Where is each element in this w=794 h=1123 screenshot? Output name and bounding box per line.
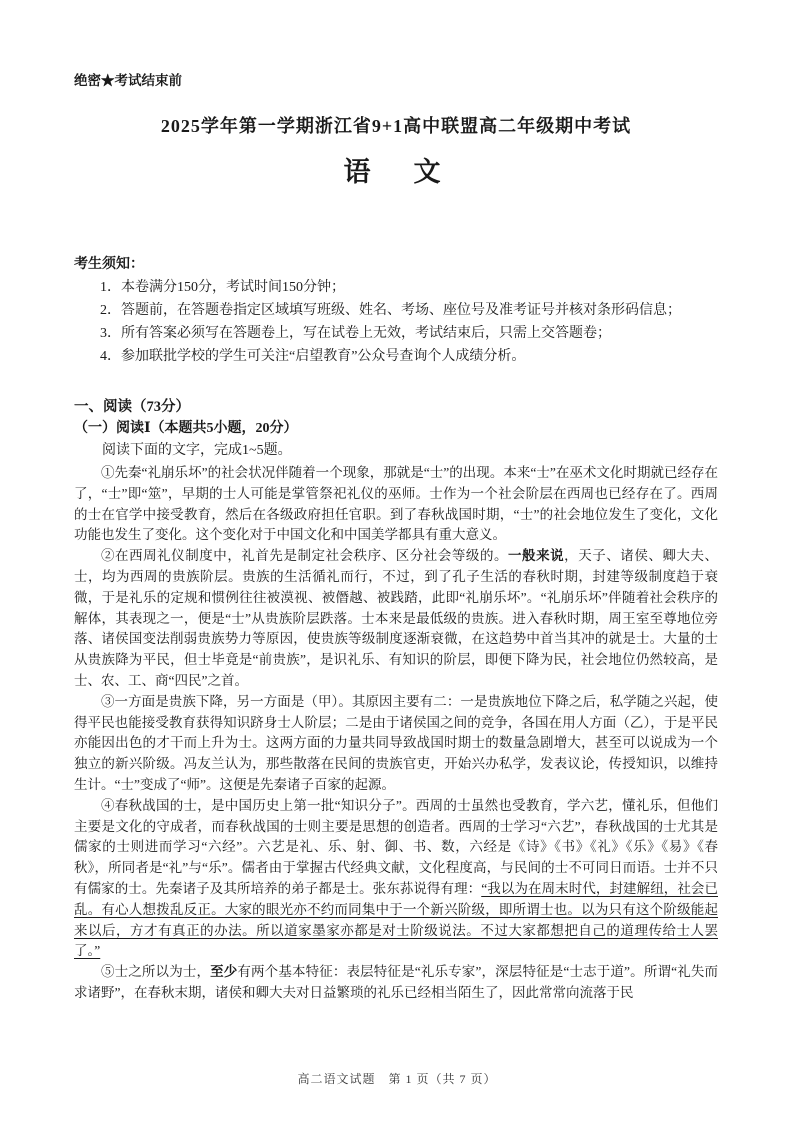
notice-list	[74, 276, 718, 368]
text-segment: ①先秦“礼崩乐坏”的社会状况伴随着一个现象，那就是“士”的出现。本来“士”在巫术文化时期就已经存在了，“士”即“筮”，早期的士人可能是掌管祭祀礼仪的巫师。士作为一个社会阶层在西周也已经存在了。西周的士在官学中接受教育，然后在各级政府担任官职。到了春秋战国时期，“士”的社会地位发生了变化，文化功能也发生了变化。这个变化对于中国文化和中国美学都具有重大意义。	[74, 465, 718, 543]
notice-item: 4．参加联批学校的学生可关注“启望教育”公众号查询个人成绩分析。	[100, 349, 526, 364]
passage-paragraph	[74, 546, 718, 692]
text-segment: 有两个基本特征：表层特征是“礼乐专家”，深层特征是“士志于道”。所谓“礼失而求诸野”，在春秋末期，诸侯和卿大夫对日益繁琐的礼乐已经相当陌生了，因此常常向流落于民	[74, 964, 719, 1000]
exam-title: 2025学年第一学期浙江省9+1高中联盟高二年级期中考试	[160, 116, 632, 136]
notice-item: 2．答题前，在答题卷指定区域填写班级、姓名、考场、座位号及准考证号并核对条形码信息；	[100, 303, 681, 318]
passage-paragraph	[74, 962, 718, 1004]
notice-heading: 考生须知：	[74, 257, 144, 272]
subsection-heading: （一）阅读Ⅰ（本题共5小题，20分）	[74, 421, 298, 436]
text-segment: ，天子、诸侯、卿大夫、士，均为西周的贵族阶层。贵族的生活循礼而行，不过，到了孔子生活的春秋时期，封建等级制度趋于衰微，于是礼乐的定规和惯例往往被漠视、被僭越、被践踏，此即“礼崩乐坏”。“礼崩乐坏”伴随着社会秩序的解体，其表现之一，便是“士”从贵族阶层跌落。士本来是最低级的贵族。进入春秋时期，周王室至尊地位旁落、诸侯国变法削弱贵族势力等原因，使贵族等级制度逐渐衰微，在这趋势中首当其冲的就是士。大量的士从贵族降为平民，但士毕竟是“前贵族”，是识礼乐、有知识的阶层，即便下降为民，社会地位仍然较高，是士、农、工、商“四民”之首。	[74, 548, 719, 688]
text-segment: ⑤士之所以为士，	[101, 964, 211, 980]
notice-item: 1．本卷满分150分，考试时间150分钟；	[100, 280, 345, 295]
notice-item: 3．所有答案必须写在答题卷上，写在试卷上无效，考试结束后，只需上交答题卷；	[100, 326, 611, 341]
passage-paragraph	[74, 796, 718, 962]
subject-title: 语 文	[343, 157, 449, 187]
text-segment: 一般来说	[508, 548, 565, 564]
text-segment: ②在西周礼仪制度中，礼首先是制定社会秩序、区分社会等级的。	[101, 548, 509, 564]
text-segment: ④春秋战国的士，是中国历史上第一批“知识分子”。西周的士虽然也受教育，学六艺，懂礼乐，但他们主要是文化的守成者，而春秋战国的士则主要是思想的创造者。西周的士学习“六艺”，春秋战国的士尤其是儒家的士则进而学习“六经”。六艺是礼、乐、射、御、书、数，六经是《诗》《书》《礼》《乐》《易》《春秋》，所同者是“礼”与“乐”。儒者由于掌握古代经典文献，文化程度高，与民间的士不可同日而语。士并不只有儒家的士。先秦诸子及其所培养的弟子都是士。张东荪说得有理：	[74, 797, 718, 896]
text-segment: “我以为在周末时代，封建解纽，社会已乱。有心人想拨乱反正。大家的眼光亦不约而同集中于一个新兴阶级，即所谓士也。以为只有这个阶级能起来以后，方才有真正的办法。所以道家墨家亦都是对士阶级说法。不过大家都想把自己的道理传给士人罢了。”	[74, 880, 718, 959]
reading-instruction: 阅读下面的文字，完成1~5题。	[102, 443, 292, 458]
passage-paragraph	[74, 463, 718, 546]
passage	[74, 463, 718, 1004]
passage-paragraph	[74, 692, 718, 796]
reading-section	[74, 396, 718, 1004]
text-segment: ③一方面是贵族下降，另一方面是（甲）。其原因主要有二：一是贵族地位下降之后，私学随之兴起，使得平民也能接受教育获得知识跻身士人阶层；二是由于诸侯国之间的竞争，各国在用人方面（乙），于是平民亦能因出色的才干而上升为士。这两方面的力量共同导致战国时期士的数量急剧增大，甚至可以说成为一个独立的新兴阶级。冯友兰认为，那些散落在民间的贵族官吏，开始兴办私学，发表议论，传授知识，以维持生计。“士”变成了“师”。这便是先秦诸子百家的起源。	[74, 693, 718, 792]
text-segment: 至少	[210, 964, 238, 980]
page-footer: 高二语文试题 第 1 页（共 7 页）	[297, 1072, 497, 1086]
classification-label: 绝密★考试结束前	[74, 73, 182, 88]
notice-section	[74, 253, 718, 368]
section-heading: 一、阅读（73分）	[74, 399, 190, 415]
